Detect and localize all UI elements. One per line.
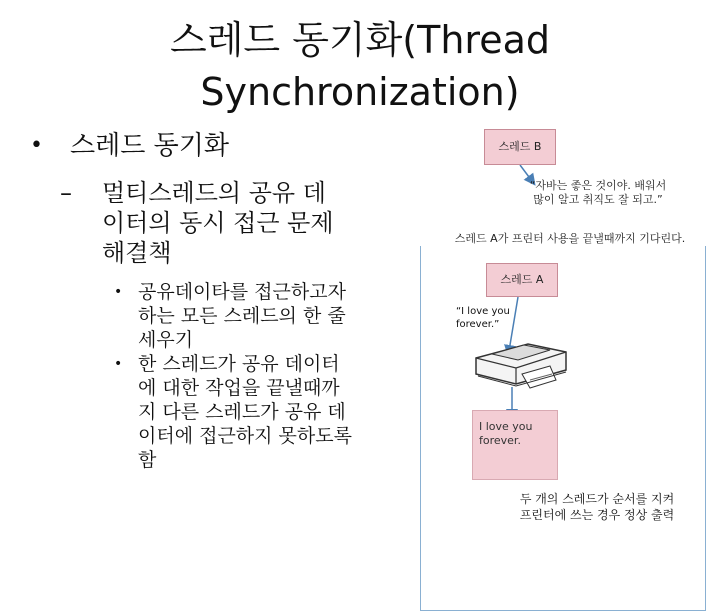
bullet-list: [30, 128, 360, 472]
bullet-level-2: [60, 178, 360, 268]
printer-sync-diagram: [406, 125, 720, 540]
output-line-1: I love you: [479, 420, 533, 433]
printer-icon: [468, 330, 578, 392]
bullet-dot-icon: •: [114, 356, 123, 372]
bullet-level-1-text: 스레드 동기화: [70, 131, 229, 161]
thread-b-box: 스레드 B: [484, 129, 556, 165]
bullet-level-1: [30, 128, 360, 164]
bottom-caption: [482, 491, 712, 523]
thread-a-quote: [456, 305, 510, 331]
title-line-2: Synchronization): [200, 70, 520, 114]
bullet-level-3-item: [114, 280, 360, 352]
bottom-caption-line-1: 두 개의 스레드가 순서를 지켜: [519, 492, 675, 506]
bullet-dash-icon: –: [60, 179, 72, 207]
bottom-caption-line-2: 프린터에 쓰는 경우 정상 출력: [519, 508, 675, 522]
bullet-level-3-item: [114, 352, 360, 472]
title-line-1: 스레드 동기화(Thread: [169, 18, 551, 62]
bullet-dot-icon: •: [114, 284, 123, 300]
bullet-level-2-text: 멀티스레드의 공유 데이터의 동시 접근 문제 해결책: [102, 179, 334, 267]
printed-output-box: [472, 410, 558, 480]
output-line-2: forever.: [479, 434, 521, 447]
thread-a-quote-line-1: “I love you: [456, 306, 510, 317]
waiting-caption: 스레드 A가 프린터 사용을 끝낼때까지 기다린다.: [420, 232, 720, 246]
bullet-dot-icon: •: [30, 133, 43, 158]
thread-b-quote: “자바는 좋은 것이야. 배워서 많이 알고 취직도 잘 되고.”: [529, 179, 667, 206]
thread-a-quote-line-2: forever.”: [456, 319, 500, 330]
bullet-level-3-text: 한 스레드가 공유 데이터에 대한 작업을 끝낼때까지 다른 스레드가 공유 데이터에 접근하지 못하도록 함: [138, 353, 352, 471]
slide-title: [90, 14, 630, 118]
bullet-level-3-text: 공유데이타를 접근하고자 하는 모든 스레드의 한 줄 세우기: [138, 281, 346, 351]
thread-a-box: 스레드 A: [486, 263, 558, 297]
